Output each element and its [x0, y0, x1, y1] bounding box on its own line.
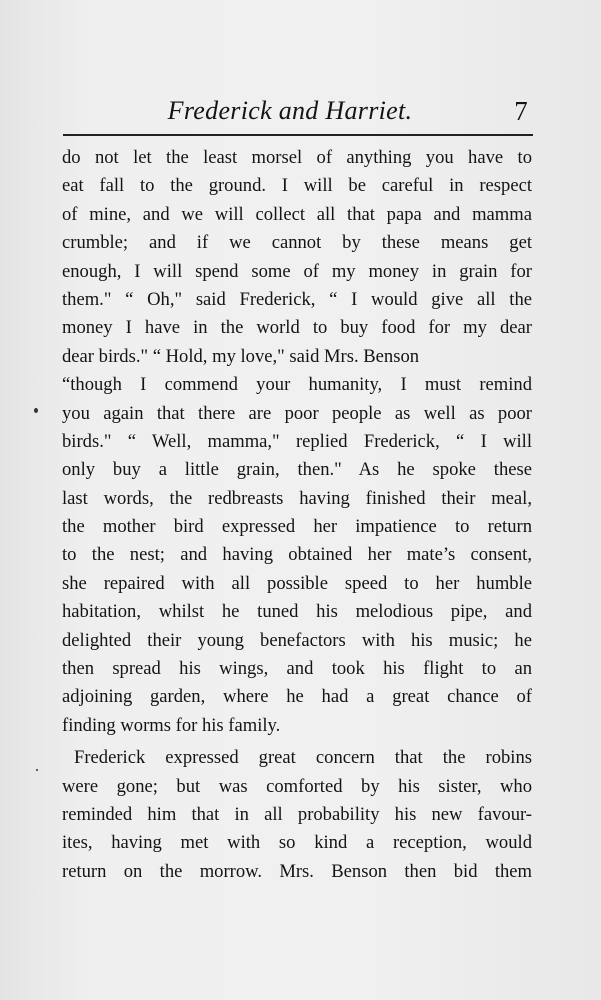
print-speck [36, 769, 38, 771]
text-line: “though I commend your humanity, I must remind [62, 374, 532, 396]
text-line: them." “ Oh," said Frederick, “ I would give all the [62, 288, 532, 310]
body-text [62, 144, 532, 886]
text-line: return on the morrow. Mrs. Benson then bid them [62, 860, 532, 882]
print-speck [34, 408, 38, 413]
page-number: 7 [514, 96, 528, 126]
text-line: eat fall to the ground. I will be careful in respect [62, 175, 532, 197]
text-line: of mine, and we will collect all that papa and mamma [62, 203, 532, 225]
text-line: Frederick expressed great concern that the robins [74, 747, 532, 769]
text-line: do not let the least morsel of anything you have to [62, 147, 532, 168]
text-line: birds." “ Well, mamma," replied Frederick, “ I will [62, 430, 532, 452]
text-line: she repaired with all possible speed to her humble [62, 572, 532, 594]
text-line: only buy a little grain, then." As he spoke these [62, 459, 532, 481]
text-line: were gone; but was comforted by his sister, who [62, 775, 532, 797]
text-line: habitation, whilst he tuned his melodious pipe, and [62, 601, 532, 623]
text-line: reminded him that in all probability his new favour- [62, 803, 532, 825]
paragraph-1 [62, 144, 532, 740]
running-title: Frederick and Harriet. [167, 96, 413, 125]
text-line: the mother bird expressed her impatience to return [62, 516, 532, 538]
text-line: then spread his wings, and took his flight to an [62, 658, 532, 680]
text-line: adjoining garden, where he had a great chance of [62, 686, 532, 708]
text-line: money I have in the world to buy food for my dear [62, 317, 532, 339]
text-line: delighted their young benefactors with his music; he [62, 629, 532, 651]
text-line: dear birds." “ Hold, my love," said Mrs. Benson [62, 345, 420, 367]
text-line: enough, I will spend some of my money in grain for [62, 260, 532, 282]
text-line: crumble; and if we cannot by these means get [62, 232, 532, 254]
text-line: last words, the redbreasts having finished their meal, [62, 487, 532, 509]
text-line: finding worms for his family. [62, 714, 281, 736]
header-rule [63, 134, 533, 136]
text-line: you again that there are poor people as well as poor [62, 402, 532, 424]
text-line: to the nest; and having obtained her mate’s consent, [62, 544, 532, 566]
text-line: ites, having met with so kind a reception, would [62, 832, 532, 854]
paragraph-2 [62, 744, 532, 886]
